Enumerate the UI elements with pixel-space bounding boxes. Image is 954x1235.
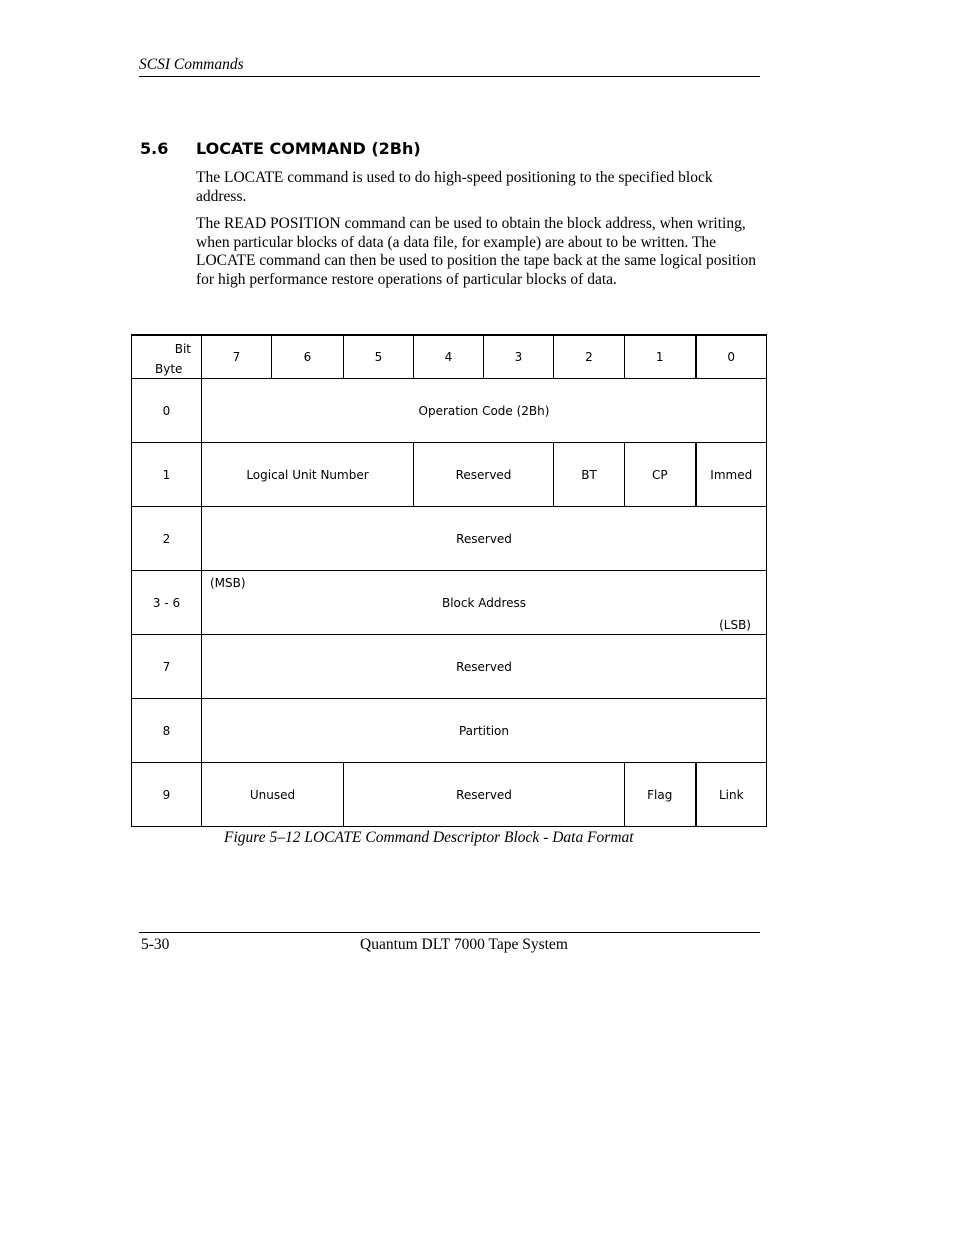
byte-number: 0 [132,379,202,443]
bit-5: 5 [344,335,414,379]
reserved-field: Reserved [414,443,554,507]
bit-4: 4 [414,335,484,379]
bit-6: 6 [272,335,344,379]
bt-field: BT [554,443,625,507]
byte-number: 1 [132,443,202,507]
byte-number: 9 [132,763,202,827]
block-address-field [202,571,767,635]
reserved-field: Reserved [202,507,767,571]
immed-field: Immed [696,443,767,507]
bit-label: Bit [174,342,191,356]
partition-field: Partition [202,699,767,763]
msb-label: (MSB) [210,576,246,590]
header-row [132,335,767,379]
table-row [132,507,767,571]
page-number: 5-30 [141,936,170,953]
section-heading [140,139,421,158]
table-row [132,379,767,443]
figure-caption: Figure 5–12 LOCATE Command Descriptor Block - Data Format [224,829,634,846]
bit-3: 3 [484,335,554,379]
byte-number: 7 [132,635,202,699]
block-address-label: Block Address [441,595,527,610]
running-head: SCSI Commands [139,56,760,77]
bit-7: 7 [202,335,272,379]
book-title: Quantum DLT 7000 Tape System [360,936,568,953]
reserved-field: Reserved [202,635,767,699]
bit-2: 2 [554,335,625,379]
footer-rule [139,932,760,933]
paragraph-2: The READ POSITION command can be used to obtain the block address, when writing, when particular blocks of data (a data file, for example) are about to be written. The LOCATE command can then be used to position the tape back at the same logical position for high performance restore operations of particular blocks of data. [196,215,757,288]
bit-1: 1 [625,335,696,379]
flag-field: Flag [625,763,696,827]
bit-0: 0 [696,335,767,379]
byte-label: Byte [155,362,183,376]
operation-code-field: Operation Code (2Bh) [202,379,767,443]
section-number: 5.6 [140,139,169,158]
lsb-label: (LSB) [719,618,751,632]
bit-byte-cell [132,335,202,379]
section-title: LOCATE COMMAND (2Bh) [196,139,421,158]
link-field: Link [696,763,767,827]
reserved-field: Reserved [344,763,625,827]
cdb-table [131,334,767,827]
table-row [132,571,767,635]
byte-number: 3 - 6 [132,571,202,635]
byte-number: 8 [132,699,202,763]
table-row [132,635,767,699]
table-row [132,763,767,827]
paragraph-1: The LOCATE command is used to do high-speed positioning to the specified block address. [196,169,713,205]
cp-field: CP [625,443,696,507]
byte-number: 2 [132,507,202,571]
lun-field: Logical Unit Number [202,443,414,507]
unused-field: Unused [202,763,344,827]
table-row [132,443,767,507]
table-row [132,699,767,763]
